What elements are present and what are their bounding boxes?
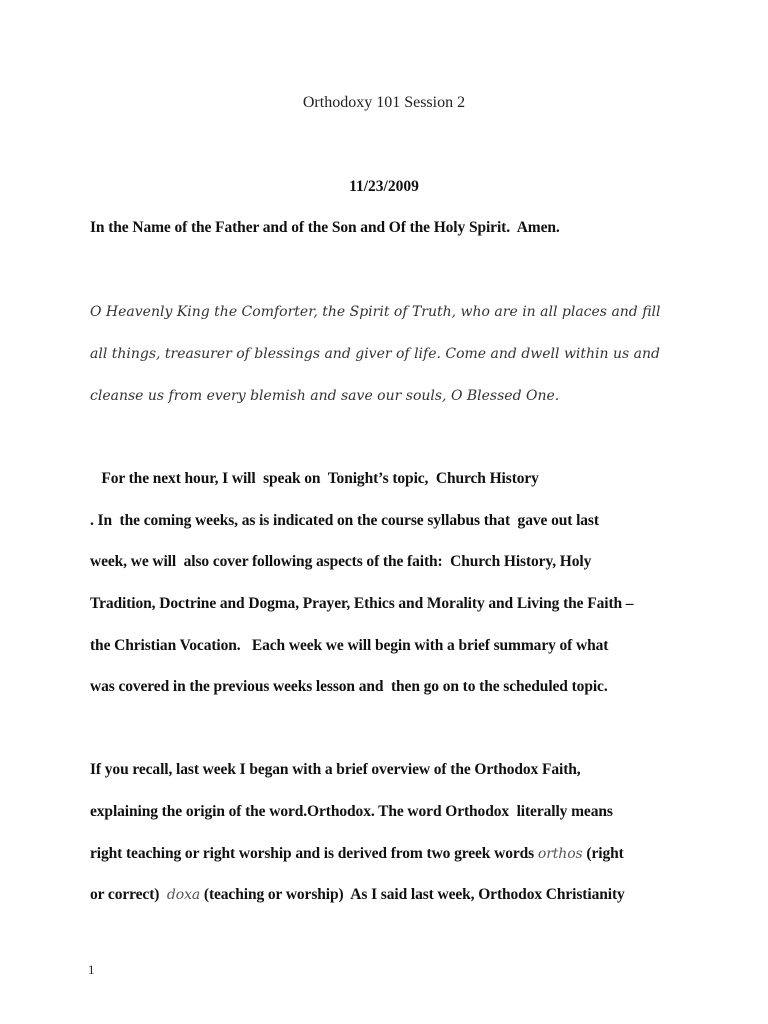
greek-word-doxa: doxa xyxy=(166,887,201,903)
text-segment: right teaching or right worship and is derived from two greek words xyxy=(90,845,538,862)
paragraph-line: was covered in the previous weeks lesson and then go on to the scheduled topic. xyxy=(90,678,608,695)
invocation: In the Name of the Father and of the Son and Of the Holy Spirit. Amen. xyxy=(90,219,560,236)
paragraph-line: . In the coming weeks, as is indicated on the course syllabus that gave out last xyxy=(90,512,599,529)
prayer-line: all things, treasurer of blessings and giver of life. Come and dwell within us and xyxy=(90,346,660,362)
paragraph-line: week, we will also cover following aspects of the faith: Church History, Holy xyxy=(90,553,592,570)
document-title: Orthodoxy 101 Session 2 xyxy=(302,94,466,111)
paragraph-line: Tradition, Doctrine and Dogma, Prayer, Ethics and Morality and Living the Faith – xyxy=(90,595,634,612)
paragraph-line: explaining the origin of the word.Orthodox. The word Orthodox literally means xyxy=(90,803,613,820)
paragraph-line: For the next hour, I will speak on Tonight’s topic, Church History xyxy=(90,470,539,487)
text-segment: (right xyxy=(582,845,624,862)
document-date: 11/23/2009 xyxy=(349,178,419,195)
page-number: 1 xyxy=(88,962,95,977)
paragraph-line xyxy=(90,844,624,864)
paragraph-line xyxy=(90,885,625,905)
paragraph-line: If you recall, last week I began with a brief overview of the Orthodox Faith, xyxy=(90,761,581,778)
prayer-line: O Heavenly King the Comforter, the Spirit of Truth, who are in all places and fill xyxy=(90,304,661,320)
text-segment: or correct) xyxy=(90,886,167,903)
prayer-line: cleanse us from every blemish and save our souls, O Blessed One. xyxy=(90,388,560,404)
paragraph-line: the Christian Vocation. Each week we will begin with a brief summary of what xyxy=(90,637,609,654)
greek-word-orthos: orthos xyxy=(537,846,583,862)
text-segment: (teaching or worship) As I said last week, Orthodox Christianity xyxy=(200,886,625,903)
